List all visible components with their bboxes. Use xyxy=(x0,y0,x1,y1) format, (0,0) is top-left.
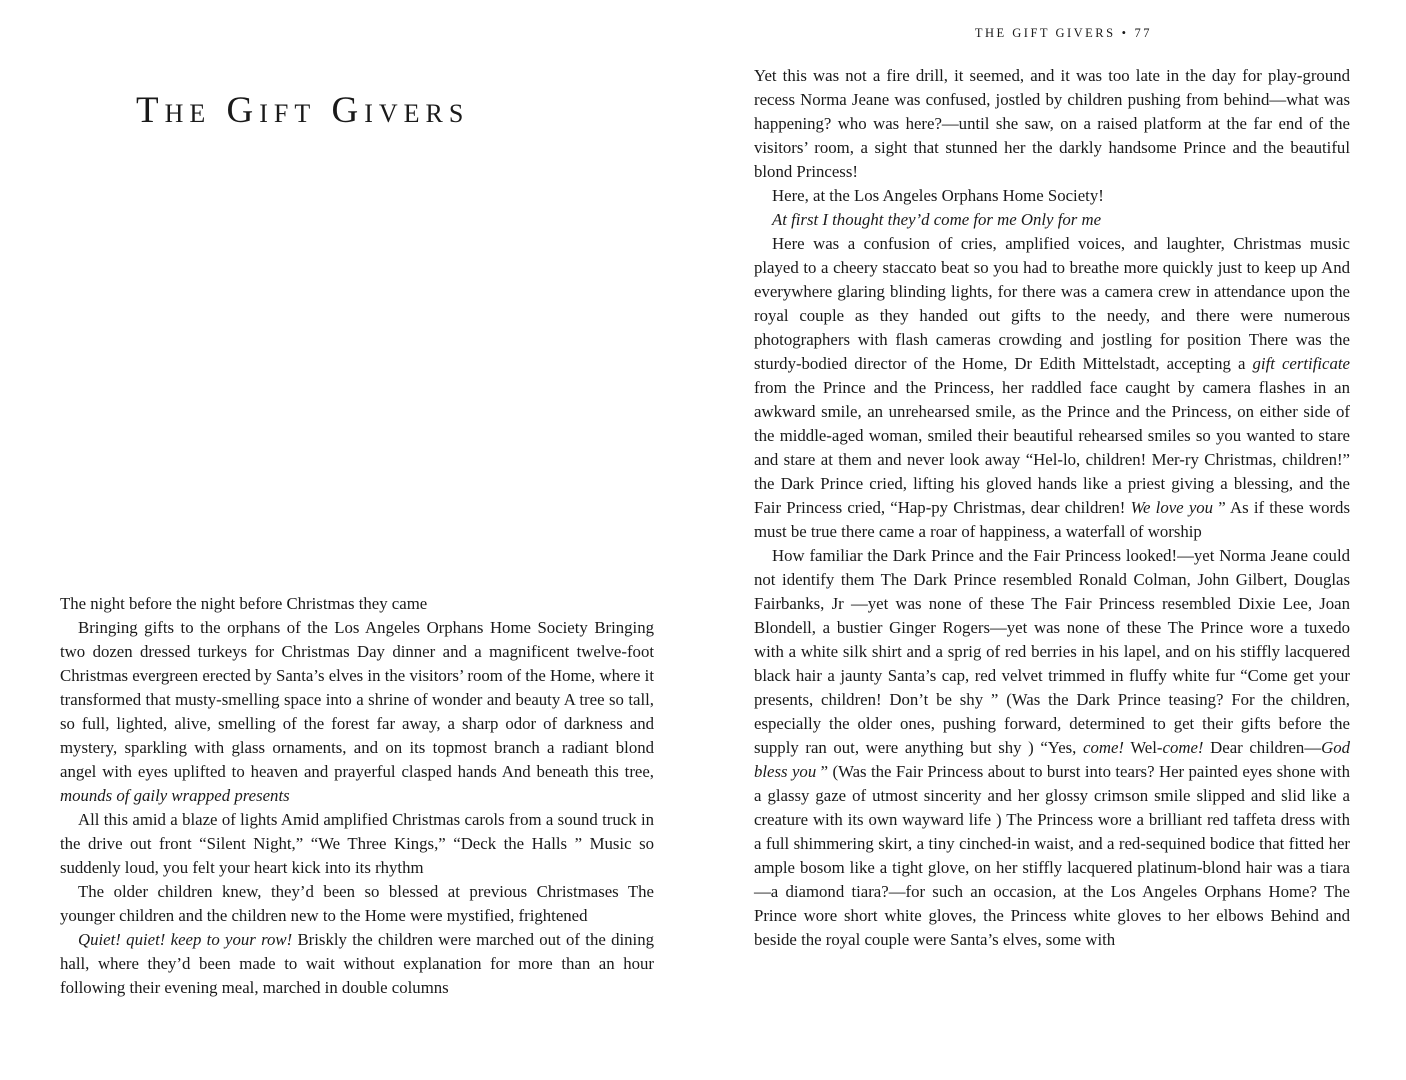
paragraph xyxy=(754,64,1350,184)
italic-text: mounds of gaily wrapped presents xyxy=(60,786,290,805)
italic-text: come! xyxy=(1083,738,1124,757)
paragraph-text: Wel- xyxy=(1130,738,1163,757)
running-head xyxy=(975,26,1152,41)
paragraph-text: Bringing gifts to the orphans of the Los Angeles Orphans Home Society Bringing two dozen dressed turkeys for Christmas Day dinner and a magnificent twelve-foot Christmas evergreen erected by Santa’s elves in the visitors’ room of the Home, where it transformed that musty-smelling space into a shrine of wonder and beauty A tree so tall, so full, lighted, alive, smelling of the forest far away, a sharp odor of darkness and mystery, sparkling with glass ornaments, and on its topmost branch a radiant blond angel with eyes uplifted to heaven and prayerful clasped hands And beneath this tree, xyxy=(60,618,654,781)
paragraph-text: Here, at the Los Angeles Orphans Home Society! xyxy=(772,186,1104,205)
italic-text: God bless you xyxy=(754,738,1351,781)
paragraph xyxy=(60,928,654,1000)
paragraph-text: Yet this was not a fire drill, it seemed, and it was too late in the day for play-ground recess Norma Jeane was confused, jostled by children pushing from behind—what was happening? who was here?—until she saw, on a raised platform at the far end of the visitors’ room, a sight that stunned her the darkly handsome Prince and the beautiful blond Princess! xyxy=(754,66,1350,181)
right-page-body xyxy=(754,64,1350,952)
paragraph-text: The night before the night before Christmas they came xyxy=(60,594,428,613)
paragraph xyxy=(60,808,654,880)
paragraph xyxy=(754,544,1350,952)
paragraph-text: All this amid a blaze of lights Amid amplified Christmas carols from a sound truck in the drive out front “Silent Night,” “We Three Kings,” “Deck the Halls ” Music so suddenly loud, you felt your heart kick into its rhythm xyxy=(60,810,654,877)
paragraph xyxy=(60,616,654,808)
chapter-title: The Gift Givers xyxy=(136,90,470,131)
paragraph-text: Briskly the children were marched out of the dining hall, where they’d been made to wait without explanation for more than an hour following their evening meal, marched in double columns xyxy=(60,930,654,997)
running-head-title: THE GIFT GIVERS xyxy=(974,26,1116,40)
paragraph-text: from the Prince and the Princess, her raddled face caught by camera flashes in an awkward smile, an unrehearsed smile, as the Prince and the Princess, on either side of the middle-aged woman, smiled their beautiful rehearsed smiles so you wanted to stare and stare at them and never look away “Hel-lo, children! Mer-ry Christmas, children!” the Dark Prince cried, lifting his gloved hands like a priest giving a blessing, and the Fair Princess cried, “Hap-py Christmas, dear children! xyxy=(754,378,1350,517)
paragraph-text: Here was a confusion of cries, amplified voices, and laughter, Christmas music played to a cheery staccato beat so you had to breathe more quickly just to keep up And everywhere glaring blinding lights, for there was a camera crew in attendance upon the royal couple as they handed out gifts to the needy, and there were numerous photographers with flash cameras crowding and jostling for position There was the sturdy-bodied director of the Home, Dr Edith Mittelstadt, accepting a xyxy=(754,234,1350,373)
paragraph xyxy=(754,208,1350,232)
paragraph-text: How familiar the Dark Prince and the Fair Princess looked!—yet Norma Jeane could not identify them The Dark Prince resembled Ronald Colman, John Gilbert, Douglas Fairbanks, Jr —yet was none of these The Fair Princess resembled Dixie Lee, Joan Blondell, a bustier Ginger Rogers—yet was none of these The Prince wore a tuxedo with a white silk shirt and a sprig of red berries in his lapel, and on his stiffly lacquered black hair a jaunty Santa’s cap, red velvet trimmed in fluffy white fur “Come get your presents, children! Don’t be shy ” (Was the Dark Prince teasing? For the children, especially the older ones, pushing forward, determined to get their gifts before the supply ran out, were anything but shy ) “Yes, xyxy=(754,546,1350,757)
right-page xyxy=(703,0,1406,1080)
left-page-body xyxy=(60,592,654,1000)
paragraph xyxy=(60,592,654,616)
paragraph xyxy=(754,232,1350,544)
page-number: 77 xyxy=(1134,26,1152,40)
paragraph-text: ” (Was the Fair Princess about to burst into tears? Her painted eyes shone with a glassy gaze of utmost sincerity and her glossy crimson smile slipped and slid like a creature with its own wayward life ) The Princess wore a brilliant red taffeta dress with a full shimmering skirt, a tiny cinched-in waist, and a red-sequined bodice that fitted her ample bosom like a tight glove, on her stiffly lacquered platinum-blond hair was a tiara—a diamond tiara?—for such an occasion, at the Los Angeles Orphans Home? The Prince wore short white gloves, the Princess white gloves to her elbows Behind and beside the royal couple were Santa’s elves, some with xyxy=(754,762,1350,949)
paragraph xyxy=(60,880,654,928)
italic-text: We love you xyxy=(1130,498,1214,517)
paragraph-text: ” As if these words must be true there came a roar of happiness, a waterfall of worship xyxy=(754,498,1350,541)
bullet-separator: • xyxy=(1121,26,1129,40)
paragraph xyxy=(754,184,1350,208)
italic-text: come! xyxy=(1162,738,1204,757)
italic-text: gift certificate xyxy=(1252,354,1350,373)
paragraph-text: The older children knew, they’d been so blessed at previous Christmases The younger children and the children new to the Home were mystified, frightened xyxy=(60,882,654,925)
paragraph-text: Dear children— xyxy=(1210,738,1322,757)
italic-text: Quiet! quiet! keep to your row! xyxy=(78,930,293,949)
italic-text: At first I thought they’d come for me Only for me xyxy=(772,210,1102,229)
